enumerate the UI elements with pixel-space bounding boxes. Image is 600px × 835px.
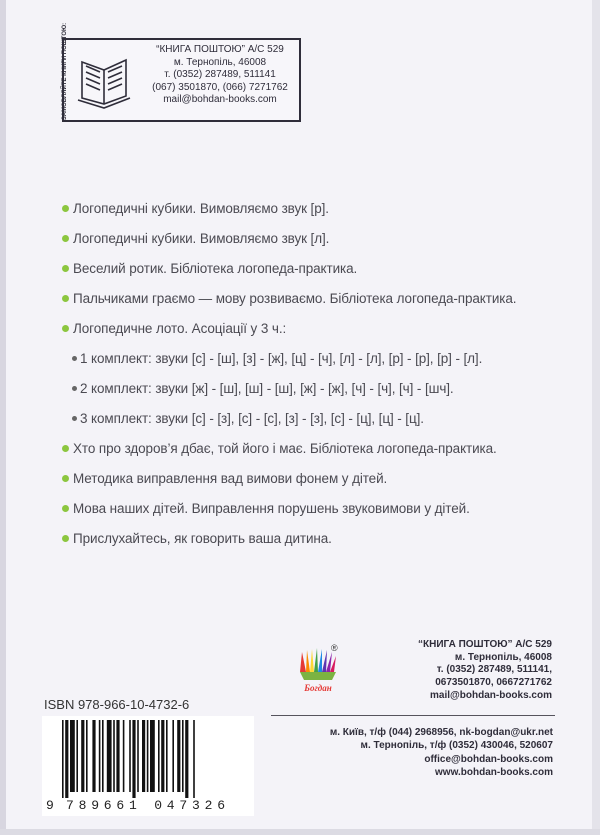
- sub-bullet-icon: [72, 386, 77, 391]
- list-item-text: 2 комплект: звуки [ж] - [ш], [ш] - [ш], [ж] - [ж], [ч] - [ч], [ч] - [шч].: [80, 381, 454, 396]
- barcode-bar: [132, 720, 135, 798]
- barcode-bar: [193, 720, 195, 798]
- barcode-bar: [166, 720, 168, 792]
- barcode-bar: [123, 720, 125, 792]
- address-line: 0673501870, 0667271762: [435, 677, 552, 689]
- barcode-bar: [177, 720, 180, 792]
- publisher-address: [380, 639, 552, 703]
- barcode-digits: 789661 047326: [66, 798, 230, 813]
- list-item: [62, 434, 562, 464]
- address-line: “КНИГА ПОШТОЮ” А/С 529: [418, 639, 552, 650]
- address-line: м. Тернопіль, 46008: [454, 651, 552, 663]
- barcode-bars: [62, 720, 252, 798]
- barcode-first-digit: 9: [46, 798, 54, 813]
- sub-list-item: [62, 404, 562, 434]
- barcode-bar: [161, 720, 164, 792]
- book-list: [62, 194, 562, 554]
- list-item: [62, 314, 562, 344]
- barcode-bar: [70, 720, 75, 792]
- stamp-line: “КНИГА ПОШТОЮ” А/С 529: [156, 44, 284, 55]
- bullet-icon: [62, 445, 69, 452]
- list-item: [62, 194, 562, 224]
- barcode-bar: [102, 720, 104, 792]
- contact-line: м. Тернопіль, т/ф (0352) 430046, 520607: [360, 740, 553, 752]
- bullet-icon: [62, 235, 69, 242]
- stamp-address: [142, 44, 298, 107]
- list-item-text: 1 комплект: звуки [с] - [ш], [з] - [ж], [ц] - [ч], [л] - [л], [р] - [р], [р] - [л].: [80, 351, 483, 366]
- page-edge-right: [592, 0, 600, 835]
- bullet-icon: [62, 295, 69, 302]
- barcode-bar: [182, 720, 184, 792]
- bullet-icon: [62, 205, 69, 212]
- list-item-text: Пальчиками граємо — мову розвиваємо. Бібліотека логопеда-практика.: [73, 291, 517, 306]
- barcode-bar: [129, 720, 131, 792]
- publisher-contacts: [283, 726, 553, 780]
- page-edge-bottom: [0, 829, 600, 835]
- barcode-bar: [76, 720, 78, 792]
- barcode-bar: [172, 720, 174, 792]
- stamp-line: (067) 3501870, (066) 7271762: [152, 81, 288, 93]
- sub-list-item: [62, 344, 562, 374]
- divider: [271, 715, 555, 716]
- page-edge-left: [0, 0, 6, 835]
- list-item: [62, 254, 562, 284]
- isbn-label: ISBN 978-966-10-4732-6: [44, 697, 190, 712]
- barcode-bar: [92, 720, 95, 792]
- barcode-bar: [185, 720, 188, 798]
- logo-wordmark: Богдан: [304, 683, 332, 693]
- sub-bullet-icon: [72, 416, 77, 421]
- barcode-bar: [99, 720, 101, 792]
- list-item-text: Методика виправлення вад вимови фонем у дітей.: [73, 471, 388, 486]
- bullet-icon: [62, 535, 69, 542]
- list-item: [62, 494, 562, 524]
- barcode-bar: [86, 720, 88, 792]
- list-item-text: Логопедичні кубики. Вимовляємо звук [р].: [73, 201, 329, 216]
- open-book-icon: [68, 44, 140, 116]
- address-line: mail@bohdan-books.com: [430, 689, 552, 701]
- bogdan-logo: [296, 648, 340, 696]
- contact-line: м. Київ, т/ф (044) 2968956, nk-bogdan@ukr.net: [329, 727, 553, 738]
- list-item: [62, 224, 562, 254]
- list-item-text: Прислухайтесь, як говорить ваша дитина.: [73, 531, 332, 546]
- list-item-text: Веселий ротик. Бібліотека логопеда-практика.: [73, 261, 358, 276]
- stamp-vertical-caption: ЗАМОВЛЯЙТЕ КНИГИ ПОШТОЮ:: [62, 22, 68, 120]
- sub-list-item: [62, 374, 562, 404]
- barcode-bar: [113, 720, 115, 792]
- list-item-text: Мова наших дітей. Виправлення порушень звуковимови у дітей.: [73, 501, 470, 516]
- contact-line: office@bohdan-books.com: [424, 753, 553, 765]
- list-item-text: Логопедичні кубики. Вимовляємо звук [л].: [73, 231, 330, 246]
- stamp-email: mail@bohdan-books.com: [163, 94, 277, 105]
- barcode-bar: [65, 720, 68, 798]
- list-item: [62, 524, 562, 554]
- barcode-bar: [137, 720, 139, 792]
- bullet-icon: [62, 475, 69, 482]
- contact-line: www.bohdan-books.com: [435, 767, 553, 779]
- list-item: [62, 284, 562, 314]
- barcode-bar: [147, 720, 149, 792]
- barcode-bar: [116, 720, 119, 792]
- barcode-bar: [158, 720, 160, 792]
- address-line: т. (0352) 287489, 511141,: [436, 664, 552, 676]
- barcode-bar: [142, 720, 145, 792]
- stamp-line: м. Тернопіль, 46008: [173, 56, 267, 68]
- barcode-bar: [150, 720, 155, 792]
- bullet-icon: [62, 505, 69, 512]
- list-item-text: Логопедичне лото. Асоціації у 3 ч.:: [73, 321, 287, 336]
- bullet-icon: [62, 265, 69, 272]
- barcode-bar: [62, 720, 64, 798]
- bullet-icon: [62, 325, 69, 332]
- barcode: [42, 716, 254, 816]
- order-by-mail-stamp: [62, 22, 301, 122]
- list-item-text: 3 комплект: звуки [с] - [з], [с] - [с], [з] - [з], [с] - [ц], [ц] - [ц].: [80, 411, 424, 426]
- stamp-line: т. (0352) 287489, 511141: [164, 69, 276, 80]
- list-item: [62, 464, 562, 494]
- barcode-bar: [107, 720, 112, 792]
- barcode-bar: [81, 720, 84, 792]
- registered-mark: ®: [331, 643, 338, 653]
- sub-bullet-icon: [72, 356, 77, 361]
- list-item-text: Хто про здоров’я дбає, той його і має. Бібліотека логопеда-практика.: [73, 441, 497, 456]
